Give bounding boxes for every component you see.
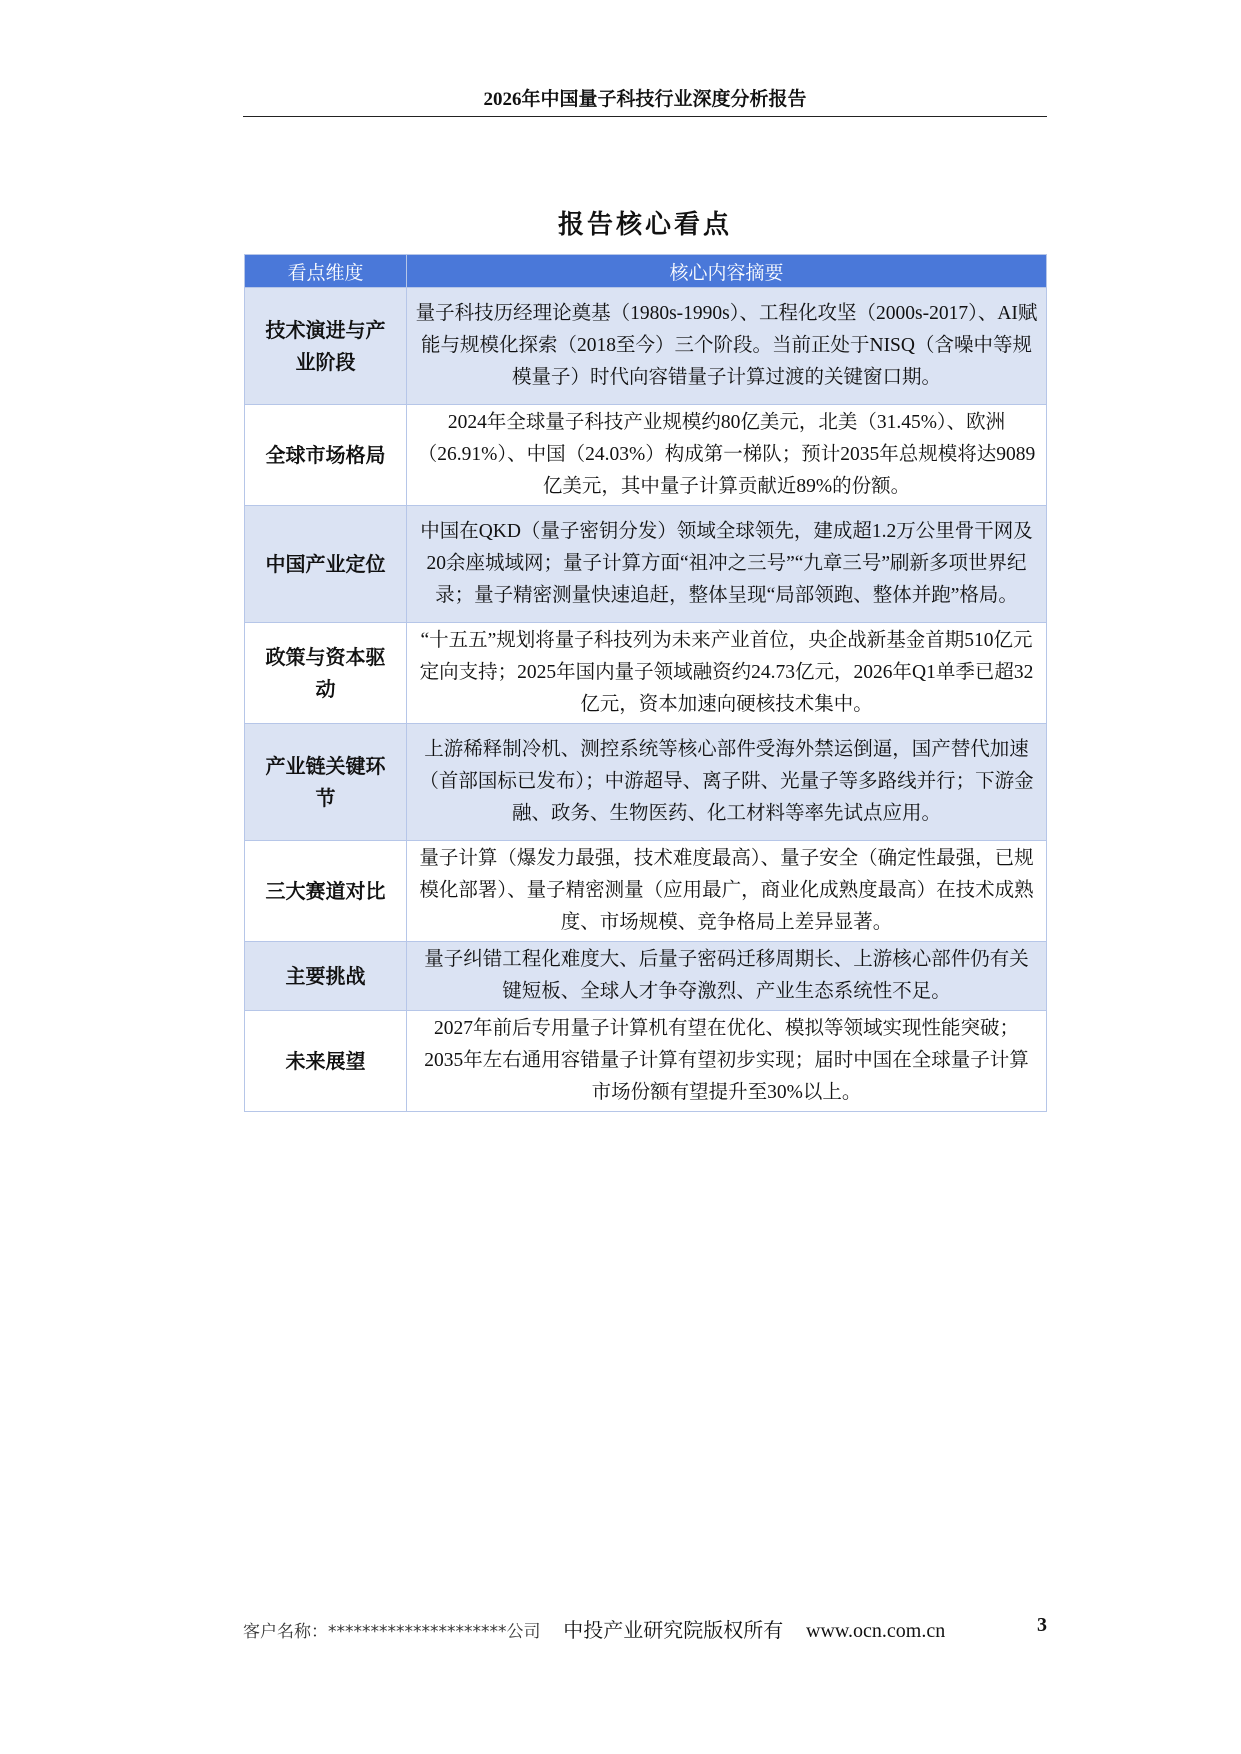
row-summary: 上游稀释制冷机、测控系统等核心部件受海外禁运倒逼，国产替代加速（首部国标已发布）；中游超导、离子阱、光量子等多路线并行；下游金融、政务、生物医药、化工材料等率先试点应用。 <box>407 724 1047 841</box>
core-highlights-table <box>244 254 1047 1112</box>
row-summary: “十五五”规划将量子科技列为未来产业首位，央企战新基金首期510亿元定向支持；2025年国内量子领域融资约24.73亿元，2026年Q1单季已超32亿元，资本加速向硬核技术集中。 <box>407 623 1047 724</box>
page-footer <box>243 1614 1047 1643</box>
row-dimension: 主要挑战 <box>245 942 407 1011</box>
footer-website: www.ocn.com.cn <box>806 1620 946 1642</box>
table-row <box>245 405 1047 506</box>
page-number: 3 <box>1037 1614 1047 1636</box>
section-title: 报告核心看点 <box>557 210 732 240</box>
row-dimension: 三大赛道对比 <box>245 841 407 942</box>
row-summary: 量子科技历经理论奠基（1980s-1990s）、工程化攻坚（2000s-2017）、AI赋能与规模化探索（2018至今）三个阶段。当前正处于NISQ（含噪中等规模量子）时代向容错量子计算过渡的关键窗口期。 <box>407 288 1047 405</box>
row-dimension: 政策与资本驱动 <box>245 623 407 724</box>
row-summary: 量子纠错工程化难度大、后量子密码迁移周期长、上游核心部件仍有关键短板、全球人才争夺激烈、产业生态系统性不足。 <box>407 942 1047 1011</box>
table-row <box>245 724 1047 841</box>
row-dimension: 产业链关键环节 <box>245 724 407 841</box>
column-header-summary: 核心内容摘要 <box>407 255 1047 288</box>
column-header-dimension: 看点维度 <box>245 255 407 288</box>
row-summary: 中国在QKD（量子密钥分发）领域全球领先，建成超1.2万公里骨干网及20余座城域网；量子计算方面“祖冲之三号”“九章三号”刷新多项世界纪录；量子精密测量快速追赶，整体呈现“局部领跑、整体并跑”格局。 <box>407 506 1047 623</box>
table-row <box>245 506 1047 623</box>
table-row <box>245 841 1047 942</box>
row-summary: 2027年前后专用量子计算机有望在优化、模拟等领域实现性能突破；2035年左右通用容错量子计算有望初步实现；届时中国在全球量子计算市场份额有望提升至30%以上。 <box>407 1011 1047 1112</box>
row-dimension: 技术演进与产业阶段 <box>245 288 407 405</box>
row-summary: 量子计算（爆发力最强，技术难度最高）、量子安全（确定性最强，已规模化部署）、量子精密测量（应用最广，商业化成熟度最高）在技术成熟度、市场规模、竞争格局上差异显著。 <box>407 841 1047 942</box>
row-dimension: 全球市场格局 <box>245 405 407 506</box>
page-header-title: 2026年中国量子科技行业深度分析报告 <box>483 89 807 110</box>
header-divider <box>243 116 1047 117</box>
table-row <box>245 1011 1047 1112</box>
table-row <box>245 288 1047 405</box>
row-dimension: 中国产业定位 <box>245 506 407 623</box>
row-dimension: 未来展望 <box>245 1011 407 1112</box>
table-row <box>245 623 1047 724</box>
table-row <box>245 942 1047 1011</box>
footer-client-name: 客户名称：*********************公司 <box>243 1622 541 1642</box>
row-summary: 2024年全球量子科技产业规模约80亿美元，北美（31.45%）、欧洲（26.91%）、中国（24.03%）构成第一梯队；预计2035年总规模将达9089亿美元，其中量子计算贡献近89%的份额。 <box>407 405 1047 506</box>
footer-copyright-owner: 中投产业研究院版权所有 <box>563 1620 784 1642</box>
table-header-row <box>245 255 1047 288</box>
